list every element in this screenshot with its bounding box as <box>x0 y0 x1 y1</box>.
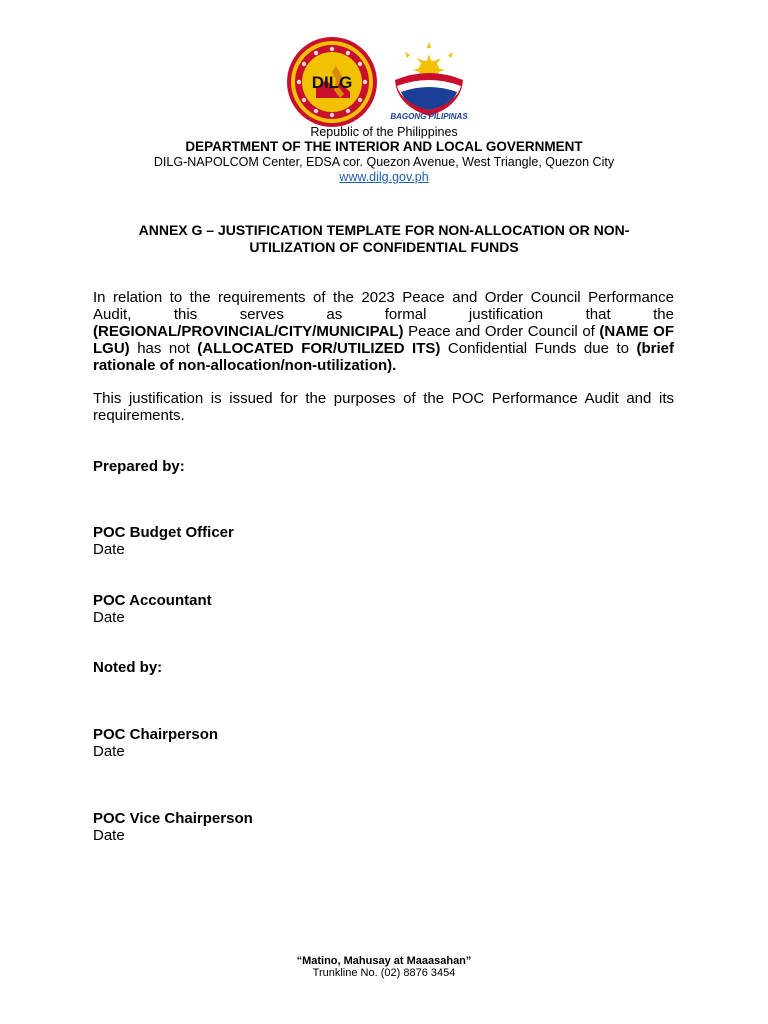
budget-officer-date: Date <box>93 541 125 558</box>
vice-chairperson-label: POC Vice Chairperson <box>93 810 253 827</box>
purpose-paragraph: This justification is issued for the purposes of the POC Performance Audit and its requirements. <box>93 390 674 424</box>
p1-level-placeholder: (REGIONAL/PROVINCIAL/CITY/MUNICIPAL) <box>93 323 404 340</box>
dilg-seal-logo <box>286 36 378 128</box>
p1-lgu-placeholder: (NAME OF LGU) <box>93 323 674 357</box>
footer-trunkline: Trunkline No. (02) 8876 3454 <box>312 967 456 979</box>
chairperson-date: Date <box>93 743 125 760</box>
vice-chairperson-date: Date <box>93 827 125 844</box>
p1-text-c: Peace and Order Council of <box>403 323 600 340</box>
bagong-pilipinas-label: BAGONG PILIPINAS <box>390 112 468 121</box>
header-logos <box>0 34 768 126</box>
republic-line: Republic of the Philippines <box>310 125 458 139</box>
accountant-date: Date <box>93 609 125 626</box>
noted-by-label: Noted by: <box>93 659 163 676</box>
footer-motto: “Matino, Mahusay at Maaasahan” <box>296 955 472 967</box>
website-link[interactable]: www.dilg.gov.ph <box>339 170 429 184</box>
p1-text-a: In relation to the requirements of the 2023 Peace and Order Council Performance Audit, this serves as formal justification that the <box>93 289 674 323</box>
document-title <box>100 222 668 256</box>
chairperson-label: POC Chairperson <box>93 726 219 743</box>
p1-rationale-placeholder: (brief rationale of non-allocation/non-utilization). <box>93 340 674 374</box>
department-name: DEPARTMENT OF THE INTERIOR AND LOCAL GOVERNMENT <box>185 139 583 154</box>
p1-text-g: Confidential Funds due to <box>440 340 637 357</box>
title-line-1: ANNEX G – JUSTIFICATION TEMPLATE FOR NON-ALLOCATION OR NON- <box>138 222 630 238</box>
department-address: DILG-NAPOLCOM Center, EDSA cor. Quezon Avenue, West Triangle, Quezon City <box>153 155 615 169</box>
title-line-2: UTILIZATION OF CONFIDENTIAL FUNDS <box>249 239 519 255</box>
budget-officer-label: POC Budget Officer <box>93 524 234 541</box>
prepared-by-label: Prepared by: <box>93 458 185 475</box>
accountant-label: POC Accountant <box>93 592 212 609</box>
svg-text:DILG: DILG <box>311 73 353 92</box>
justification-paragraph <box>93 289 674 374</box>
p1-text-e: has not <box>129 340 198 357</box>
p1-status-placeholder: (ALLOCATED FOR/UTILIZED ITS) <box>197 340 441 357</box>
